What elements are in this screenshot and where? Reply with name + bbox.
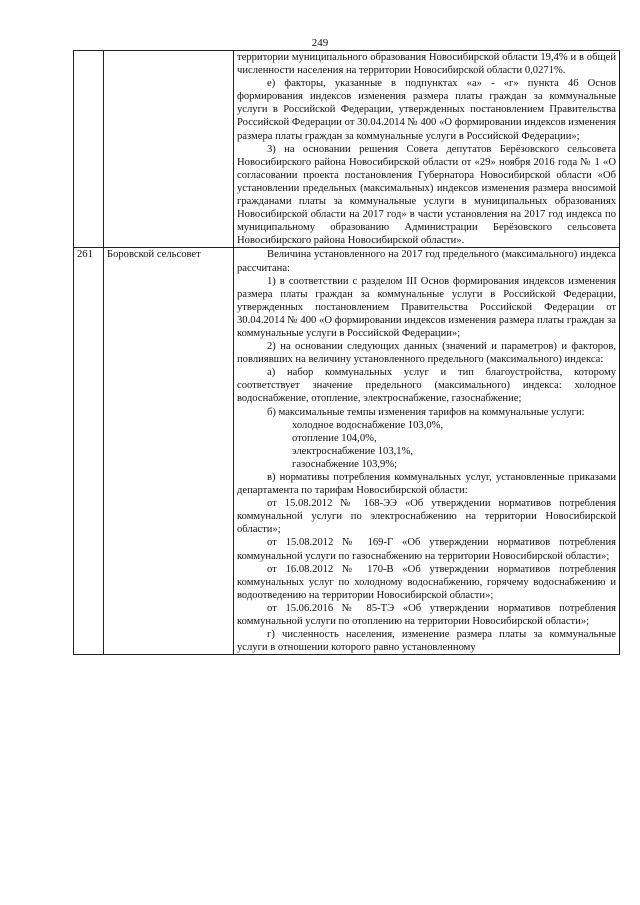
paragraph: е) факторы, указанные в подпунктах «а» - «г» пункта 46 Основ формирования индексов изменения размера платы граждан за коммунальные услуги в Российской Федерации, утвержденных постановлением Правительства Российской Федерации от 30.04.2014 № 400 «О формировании индексов изменения размера платы граждан за коммунальные услуги в Российской Федерации»; [237,78,616,142]
document-table-body [74,51,620,655]
paragraph: газоснабжение 103,9%; [292,458,398,470]
paragraph: а) набор коммунальных услуг и тип благоустройства, которому соответствует значение предельного (максимального) индекса: холодное водоснабжение, отопление, электроснабжение, газоснабжение; [237,367,616,405]
paragraph: 3) на основании решения Совета депутатов Берёзовского сельсовета Новосибирского района Новосибирской области от «29» ноября 2016 года № 1 «О согласовании проекта постановления Губернатора Новосибирской области «Об установлении предельных (максимальных) индексов изменения размера вносимой гражданами платы за коммунальные услуги в муниципальных образованиях Новосибирской области на 2017 год» в части установления на 2017 год индекса по муниципальному образованию Администрации Берёзовского сельсовета Новосибирского района Новосибирской области». [237,143,616,247]
paragraph: от 16.08.2012 № 170-В «Об утверждении нормативов потребления коммунальных услуг по холодному водоснабжению, горячему водоснабжению и водоотведению на территории Новосибирской области»; [237,563,616,601]
paragraph: Величина установленного на 2017 год предельного (максимального) индекса рассчитана: [237,249,616,274]
municipality-name-cell [104,51,234,248]
row-number-cell: 261 [74,248,104,655]
paragraph: электроснабжение 103,1%, [292,445,414,457]
row-number-cell [74,51,104,248]
justification-text-cell [234,248,620,655]
paragraph: от 15.08.2012 № 169-Г «Об утверждении нормативов потребления коммунальной услуги по газоснабжению на территории Новосибирской области»; [237,537,616,562]
table-row [74,51,620,248]
document-table [73,50,620,655]
page-number: 249 [311,37,329,49]
paragraph: б) максимальные темпы изменения тарифов на коммунальные услуги: [267,406,585,418]
paragraph: 1) в соответствии с разделом III Основ формирования индексов изменения размера платы граждан за коммунальные услуги в Российской Федерации, утвержденных постановлением Правительства Российской Федерации от 30.04.2014 № 400 «О формировании индексов изменения размера платы граждан за коммунальные услуги в Российской Федерации»; [237,275,616,339]
table-row [74,248,620,655]
municipality-name-cell: Боровской сельсовет [104,248,234,655]
paragraph: территории муниципального образования Новосибирской области 19,4% и в общей численности населения на территории Новосибирской области 0,0271%. [237,52,616,77]
justification-text-cell [234,51,620,248]
paragraph: в) нормативы потребления коммунальных услуг, установленные приказами департамента по тарифам Новосибирской области: [237,472,616,497]
paragraph: холодное водоснабжение 103,0%, [292,419,444,431]
paragraph: 2) на основании следующих данных (значений и параметров) и факторов, повлиявших на величину установленного предельного (максимального) индекса: [237,341,616,366]
paragraph: г) численность населения, изменение размера платы за коммунальные услуги в отношении которого равно установленному [237,629,616,654]
paragraph: отопление 104,0%, [292,432,377,444]
paragraph: от 15.08.2012 № 168-ЭЭ «Об утверждении нормативов потребления коммунальной услуги по электроснабжению на территории Новосибирской области»; [237,498,616,536]
paragraph: от 15.06.2016 № 85-ТЭ «Об утверждении нормативов потребления коммунальной услуги по отоплению на территории Новосибирской области»; [237,602,616,628]
